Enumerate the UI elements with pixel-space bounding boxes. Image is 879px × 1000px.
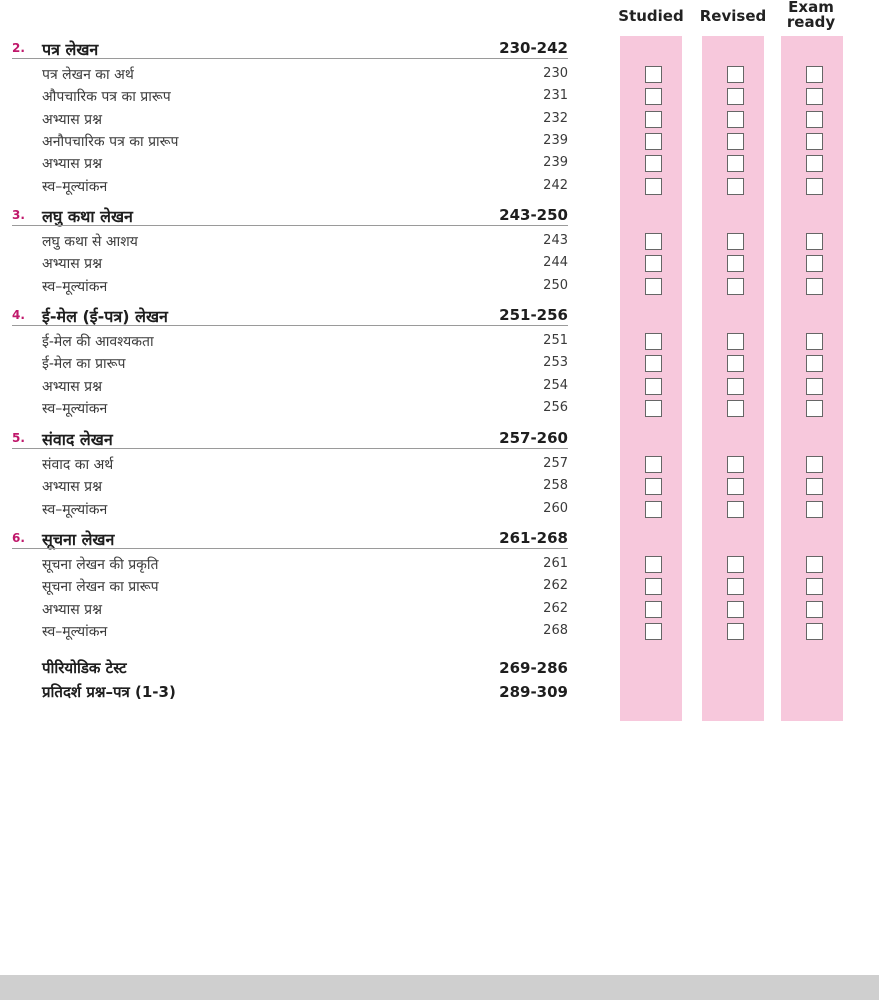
toc-item-label: स्व–मूल्यांकन (42, 278, 108, 295)
exam-ready-checkbox[interactable] (806, 601, 823, 618)
toc-item-page: 230 (543, 66, 568, 81)
section-divider (12, 548, 568, 549)
toc-item-label: अभ्यास प्रश्न (42, 111, 103, 128)
studied-checkbox[interactable] (645, 88, 662, 105)
section-divider (12, 325, 568, 326)
section-title: सूचना लेखन (42, 530, 115, 549)
toc-item-page: 250 (543, 277, 568, 293)
exam-ready-checkbox[interactable] (806, 133, 823, 150)
studied-checkbox[interactable] (645, 623, 662, 640)
studied-checkbox[interactable] (645, 601, 662, 618)
footer-bar (0, 975, 879, 1000)
extra-entry-pages: 269-286 (499, 659, 568, 677)
extra-entry-title: पीरियोडिक टेस्ट (42, 659, 127, 677)
toc-item-page: 262 (543, 578, 568, 594)
toc-item-label: औपचारिक पत्र का प्रारूप (42, 89, 171, 106)
revised-checkbox[interactable] (727, 456, 744, 473)
section-divider (12, 448, 568, 449)
toc-item-label: लघु कथा से आशय (42, 234, 138, 250)
studied-checkbox[interactable] (645, 355, 662, 372)
toc-item-page: 253 (543, 355, 568, 371)
exam-ready-checkbox[interactable] (806, 355, 823, 372)
studied-checkbox[interactable] (645, 66, 662, 83)
section-title: पत्र लेखन (42, 40, 99, 59)
column-header-exam-ready-line1: Exam (788, 0, 834, 16)
revised-checkbox[interactable] (727, 155, 744, 172)
studied-checkbox[interactable] (645, 501, 662, 518)
studied-checkbox[interactable] (645, 155, 662, 172)
section-pages: 230-242 (499, 39, 568, 57)
toc-item-page: 243 (543, 233, 568, 248)
toc-item-page: 268 (543, 622, 568, 638)
studied-checkbox[interactable] (645, 233, 662, 250)
toc-item-page: 262 (543, 600, 568, 616)
studied-checkbox[interactable] (645, 255, 662, 272)
studied-checkbox[interactable] (645, 278, 662, 295)
toc-item-page: 239 (543, 132, 568, 148)
column-header-exam-ready-line2: ready (786, 13, 836, 31)
toc-item-page: 244 (543, 255, 568, 271)
toc-item-label: सूचना लेखन का प्रारूप (42, 579, 159, 596)
section-pages: 257-260 (499, 429, 568, 447)
exam-ready-checkbox[interactable] (806, 556, 823, 573)
extra-entry-title: प्रतिदर्श प्रश्न–पत्र (1-3) (42, 683, 176, 701)
exam-ready-checkbox[interactable] (806, 88, 823, 105)
exam-ready-checkbox[interactable] (806, 478, 823, 495)
revised-checkbox[interactable] (727, 578, 744, 595)
exam-ready-checkbox[interactable] (806, 456, 823, 473)
exam-ready-checkbox[interactable] (806, 378, 823, 395)
studied-checkbox[interactable] (645, 111, 662, 128)
studied-checkbox[interactable] (645, 400, 662, 417)
toc-item-page: 239 (543, 155, 568, 171)
toc-item-label: स्व–मूल्यांकन (42, 501, 108, 518)
toc-item-label: अनौपचारिक पत्र का प्रारूप (42, 133, 179, 150)
revised-checkbox[interactable] (727, 233, 744, 250)
section-title: ई-मेल (ई-पत्र) लेखन (42, 307, 168, 326)
studied-checkbox[interactable] (645, 333, 662, 350)
toc-item-label: ई-मेल का प्रारूप (42, 356, 126, 373)
section-number: 5. (12, 431, 25, 445)
exam-ready-checkbox[interactable] (806, 278, 823, 295)
toc-item-label: अभ्यास प्रश्न (42, 156, 103, 173)
toc-item-page: 257 (543, 456, 568, 471)
toc-item-label: अभ्यास प्रश्न (42, 378, 103, 395)
section-number: 4. (12, 308, 25, 322)
revised-checkbox[interactable] (727, 623, 744, 640)
exam-ready-checkbox[interactable] (806, 178, 823, 195)
exam-ready-checkbox[interactable] (806, 501, 823, 518)
studied-checkbox[interactable] (645, 578, 662, 595)
revised-checkbox[interactable] (727, 556, 744, 573)
column-header-exam-ready (775, 0, 847, 30)
revised-checkbox[interactable] (727, 88, 744, 105)
exam-ready-checkbox[interactable] (806, 155, 823, 172)
toc-item-label: सूचना लेखन की प्रकृति (42, 557, 159, 573)
studied-checkbox[interactable] (645, 456, 662, 473)
toc-item-label: ई-मेल की आवश्यकता (42, 334, 154, 350)
exam-ready-checkbox[interactable] (806, 623, 823, 640)
revised-checkbox[interactable] (727, 333, 744, 350)
toc-item-label: संवाद का अर्थ (42, 457, 114, 473)
section-number: 6. (12, 531, 25, 545)
exam-ready-checkbox[interactable] (806, 111, 823, 128)
toc-item-page: 256 (543, 399, 568, 415)
studied-checkbox[interactable] (645, 478, 662, 495)
revised-checkbox[interactable] (727, 478, 744, 495)
toc-item-page: 232 (543, 110, 568, 126)
toc-item-label: स्व–मूल्यांकन (42, 623, 108, 640)
revised-checkbox[interactable] (727, 355, 744, 372)
exam-ready-checkbox[interactable] (806, 400, 823, 417)
section-title: संवाद लेखन (42, 430, 113, 449)
toc-item-page: 231 (543, 88, 568, 104)
toc-item-label: अभ्यास प्रश्न (42, 601, 103, 618)
revised-checkbox[interactable] (727, 178, 744, 195)
toc-item-page: 242 (543, 177, 568, 193)
studied-checkbox[interactable] (645, 133, 662, 150)
exam-ready-checkbox[interactable] (806, 333, 823, 350)
revised-checkbox[interactable] (727, 111, 744, 128)
section-pages: 243-250 (499, 206, 568, 224)
toc-item-page: 260 (543, 500, 568, 516)
section-number: 3. (12, 208, 25, 222)
toc-item-page: 251 (543, 333, 568, 348)
toc-item-page: 261 (543, 556, 568, 571)
section-title: लघु कथा लेखन (42, 207, 133, 226)
revised-checkbox[interactable] (727, 278, 744, 295)
toc-item-label: अभ्यास प्रश्न (42, 479, 103, 496)
section-pages: 261-268 (499, 529, 568, 547)
exam-ready-checkbox[interactable] (806, 578, 823, 595)
exam-ready-checkbox[interactable] (806, 255, 823, 272)
toc-item-label: पत्र लेखन का अर्थ (42, 67, 134, 83)
revised-checkbox[interactable] (727, 501, 744, 518)
studied-checkbox[interactable] (645, 556, 662, 573)
revised-checkbox[interactable] (727, 378, 744, 395)
section-divider (12, 58, 568, 59)
column-header-studied: Studied (618, 7, 684, 25)
section-number: 2. (12, 41, 25, 55)
revised-checkbox[interactable] (727, 255, 744, 272)
toc-item-label: स्व–मूल्यांकन (42, 178, 108, 195)
studied-checkbox[interactable] (645, 178, 662, 195)
revised-checkbox[interactable] (727, 66, 744, 83)
toc-item-label: अभ्यास प्रश्न (42, 256, 103, 273)
exam-ready-checkbox[interactable] (806, 233, 823, 250)
toc-item-page: 258 (543, 478, 568, 494)
revised-checkbox[interactable] (727, 601, 744, 618)
section-pages: 251-256 (499, 306, 568, 324)
extra-entry-pages: 289-309 (499, 683, 568, 701)
column-header-revised: Revised (699, 7, 767, 25)
exam-ready-checkbox[interactable] (806, 66, 823, 83)
revised-checkbox[interactable] (727, 133, 744, 150)
toc-item-label: स्व–मूल्यांकन (42, 400, 108, 417)
revised-checkbox[interactable] (727, 400, 744, 417)
studied-checkbox[interactable] (645, 378, 662, 395)
toc-item-page: 254 (543, 377, 568, 393)
section-divider (12, 225, 568, 226)
